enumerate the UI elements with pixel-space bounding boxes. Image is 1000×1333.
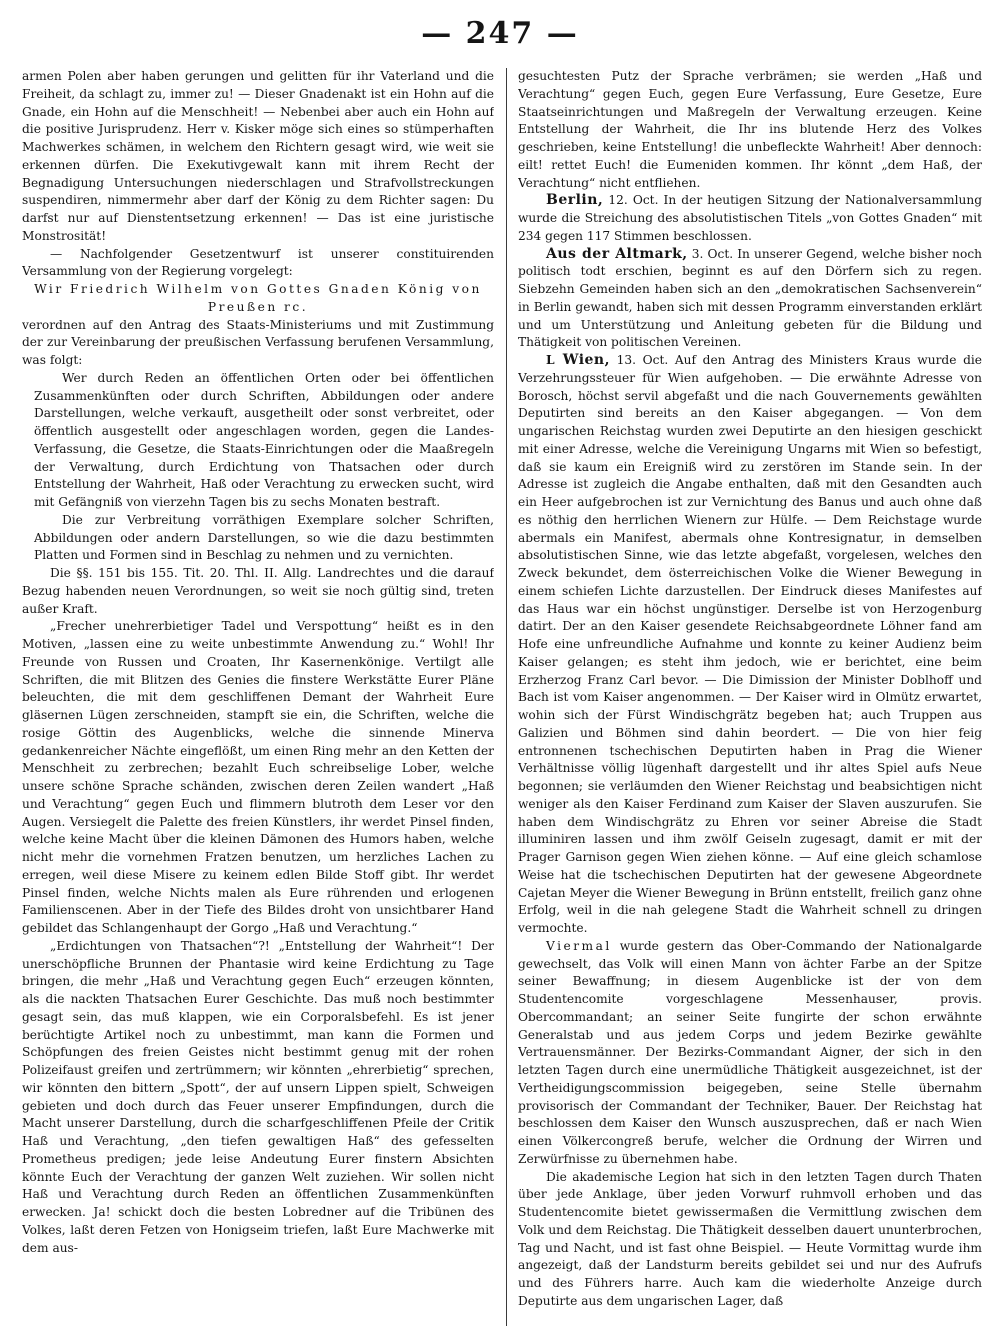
decree-heading: Wir Friedrich Wilhelm von Gottes Gnaden König von Preußen rc.: [34, 282, 482, 314]
dateline: Aus der Altmark,: [546, 245, 688, 262]
date: 3. Oct.: [687, 246, 734, 261]
paragraph: „Frecher unehrerbietiger Tadel und Verspottung“ heißt es in den Motiven, „lassen eine zu weite unbestimmte Anwendung zu.“ Wohl! Ihr Freunde von Russen und Croaten, Ihr Kasernenkönige. Vertilgt alle Schriften, die mit Blitzen des Genies die finstere Werkstätte Eurer Pläne beleuchten, die mit dem geschliffenen Demant der Wahrheit Eure gläsernen Lügen zerschneiden, stampft sie ein, die Schriften, welche die rosige Göttin des Augenblicks, welche die sinnende Minerva gedankenreicher Nächte eingeflößt, um einen Ring mehr an den Ketten der Menschheit zu zerbrechen; bezahlt Euch schreibselige Lober, welche unsere schöne Sprache schänden, zwischen deren Zeilen wandert „Haß und Verachtung“ gegen Euch und flimmern blutroth dem Leser vor den Augen. Versiegelt die Palette des freien Künstlers, ihr werdet Pinsel finden, welche keine Macht über die kleinen Dämonen des Humors haben, welche nicht mehr die vornehmen Fratzen benutzen, um herzliches Lachen zu erregen, weil diese Misere zu keinem edlen Bilde Stoff gibt. Ihr werdet Pinsel finden, welche Nichts malen als Eure rührenden und erlogenen Familienscenen. Aber in der Tiefe des Bildes droht von unsichtbarer Hand gebildet das Schlangenhaupt der Gorgo „Haß und Verachtung.“: [22, 619, 494, 935]
paragraph-text: wurde gestern das Ober-Commando der Nationalgarde gewechselt, das Volk will einen Mann von ächter Farbe an der Spitze seiner Bewaffnung; in diesem Augenblicke ist der von dem Studentencomite vorgeschlagene Messenhauser, provis. Obercommandant; an seiner Seite fungirte der schon erwähnte Generalstab und aus jedem Corps und jedem Bezirke gewählte Vertrauensmänner. Der Bezirks-Commandant Aigner, der sich in den letzten Tagen durch eine unermüdliche Thätigkeit ausgezeichnet, ist der Vertheidigungscommission beigegeben, seine Stelle übernahm provisorisch der Commandant der Techniker, Bauer. Der Reichstag hat beschlossen dem Kaiser den Wunsch auszusprechen, daß er nach Wien einen Völkercongreß berufe, welcher die Ordnung der Wirren und Zerwürfnisse zu übernehmen habe.: [518, 938, 982, 1166]
right-column: [518, 68, 982, 1326]
paragraph: — Nachfolgender Gesetzentwurf ist unserer constituirenden Versammlung von der Regierung vorgelegt:: [22, 246, 494, 279]
news-item-altmark: [518, 246, 982, 353]
paragraph: [518, 938, 982, 1169]
decree-text: Die zur Verbreitung vorräthigen Exemplare solcher Schriften, Abbildungen oder andern Darstellungen, so wie die dazu bestimmten Platten und Formen sind in Beschlag zu nehmen und zu vernichten.: [34, 512, 494, 563]
paragraph: gesuchtesten Putz der Sprache verbrämen; sie werden „Haß und Verachtung“ gegen Euch, gegen Eure Verfassung, Eure Gesetze, Eure Staatseinrichtungen und Maßregeln der Verwaltung erzeugen. Keine Entstellung der Wahrheit, die Ihr ins blutende Herz des Volkes geschrieben, keine Entstellung! die unbefleckte Wahrheit! Aber dennoch: eilt! rettet Euch! die Eumeniden kommen. Ihr könnt „dem Haß, der Verachtung“ nicht entfliehen.: [518, 69, 982, 190]
paragraph: „Erdichtungen von Thatsachen“?! „Entstellung der Wahrheit“! Der unerschöpfliche Brunnen der Phantasie wird keine Erdichtung zu Tage bringen, die mehr „Haß und Verachtung gegen Euch“ erzeugen könnten, als die nackten Thatsachen Eurer Geschichte. Das muß noch bestimmter gesagt sein, das muß klappen, wie ein Corporalsbefehl. Es ist jener berüchtigte Artikel noch zu unbestimmt, man kann die Formen und Schöpfungen des freien Geistes nicht bestimmt genug mit der rohen Polizeifaust greifen und zertrümmern; wir könnten „ehrerbietig“ sprechen, wir könnten den bittern „Spott“, der auf unsern Lippen spielt, Schweigen gebieten und doch durch das Feuer unserer Empfindungen, durch die Macht unserer Darstellung, durch die scharfgeschliffenen Pfeile der Critik Haß und Verachtung, „den tiefen gewaltigen Haß“ des gefesselten Prometheus predigen; jede leise Andeutung Eurer finstern Absichten könnte Euch der Verachtung der ganzen Welt zuziehen. Wir sollen nicht Haß und Verachtung durch Reden an öffentlichen Zusammenkünften erwecken. Ja! schickt doch die besten Lobredner auf die Tribünen des Volkes, laßt deren Fetzen von Honigseim triefen, laßt Eure Machwerke mit dem aus-: [22, 938, 494, 1255]
correspondent-mark: L: [546, 353, 555, 367]
date: 12. Oct.: [603, 193, 659, 208]
paragraph: Die §§. 151 bis 155. Tit. 20. Thl. II. Allg. Landrechtes und die darauf Bezug habenden neuen Verordnungen, so weit sie noch gültig sind, treten außer Kraft.: [22, 566, 494, 616]
dateline: Berlin,: [546, 192, 604, 209]
news-item-berlin: [518, 192, 982, 245]
paragraph: armen Polen aber haben gerungen und gelitten für ihr Vaterland und die Freiheit, da schlagt zu, immer zu! — Dieser Gnadenakt ist ein Hohn auf die Gnade, ein Hohn auf die Menschheit! — Nebenbei aber auch ein Hohn auf die positive Jurisprudenz. Herr v. Kisker möge sich eines so stümperhaften Machwerkes schämen, in welchem den Richtern gesagt wird, wie weit sie erkennen dürfen. Die Exekutivgewalt kann mit ihrem Recht der Begnadigung Untersuchungen niederschlagen und Strafvollstreckungen suspendiren, nimmermehr aber darf der König zu dem Richter sagen: Du darfst nur auf Dienstentsetzung erkennen! — Das ist eine juristische Monstrosität!: [22, 69, 494, 243]
paragraph: Die akademische Legion hat sich in den letzten Tagen durch Thaten über jede Anklage, über jeden Vorwurf ruhmvoll erhoben und das Studentencomite bietet gewissermaßen die Vermittlung zwischen dem Volk und dem Reichstag. Die Thätigkeit desselben dauert ununterbrochen, Tag und Nacht, und ist fast ohne Beispiel. — Heute Vormittag wurde ihm angezeigt, daß der Landsturm bereits gebildet sei und nur des Aufrufs und des Führers harre. Auch kam die wiederholte Anzeige durch Deputirte aus dem ungarischen Lager, daß: [518, 1169, 982, 1308]
news-text: In der heutigen Sitzung der Nationalversammlung wurde die Streichung des absolutistischen Titels „von Gottes Gnaden“ mit 234 gegen 117 Stimmen beschlossen.: [518, 193, 982, 243]
paragraph: verordnen auf den Antrag des Staats-Ministeriums und mit Zustimmung der zur Vereinbarung der preußischen Verfassung berufenen Versammlung, was folgt:: [22, 317, 494, 367]
date: 13. Oct.: [609, 353, 669, 367]
news-item-wien: [518, 352, 982, 938]
decree-text: Wer durch Reden an öffentlichen Orten oder bei öffentlichen Zusammenkünften oder durch Schriften, Abbildungen oder andere Darstellungen, welche verkauft, ausgetheilt oder sonst verbreitet, oder öffentlich ausgestellt oder angeschlagen worden, gegen die Landes-Verfassung, die Gesetze, die Staats-Einrichtungen oder die Maaßregeln der Verwaltung, durch Erdichtung von Thatsachen oder durch Entstellung der Wahrheit, Haß oder Verachtung zu erwecken sucht, wird mit Gefängniß von vierzehn Tagen bis zu sechs Monaten bestraft.: [34, 370, 494, 509]
page-number: — 247 —: [421, 16, 579, 51]
dateline: Wien,: [554, 352, 610, 368]
column-divider: [506, 68, 507, 1326]
news-text: Auf den Antrag des Ministers Kraus wurde die Verzehrungssteuer für Wien aufgehoben. — Die erwähnte Adresse von Borosch, höchst servil abgefaßt und die nach Gouvernements gewählten Deputirten sind bereits an den Kaiser abgegangen. — Von dem ungarischen Reichstag wurden zwei Deputirte an den hiesigen geschickt mit einer Adresse, welche die Vereinigung Ungarns mit Wien so befestigt, daß sie kaum ein Ereigniß wird zu zerstören im Stande sein. In der Adresse ist zugleich die Angabe enthalten, daß mit den Gesandten auch ein Heer aufgebrochen ist zur Vernichtung des Banus und auch ohne daß es nöthig den herrlichen Wienern zur Hülfe. — Dem Reichstage wurde abermals ein Manifest, abermals ohne Kontresignatur, in demselben absolutistischen Sinne, wie das letzte abgefaßt, vorgelesen, welches den Zweck bekundet, dem österreichischen Volke die Wiener Bewegung in einem schiefen Lichte darzustellen. Der Eindruck dieses Manifestes auf das Haus war ein höchst ungünstiger. Derselbe ist von Herzogenburg datirt. Der an den Kaiser gesendete Reichsabgeordnete Löhner fand am Hofe eine unfreundliche Aufnahme und konnte zu keiner Audienz beim Kaiser gelangen; es steht ihm jedoch, wie er berichtet, eine beim Erzherzog Franz Carl bevor. — Die Dimission der Minister Doblhoff und Bach ist vom Kaiser angenommen. — Der Kaiser wird in Olmütz erwartet, wohin sich der Fürst Windischgrätz begeben hat; auch Truppen aus Galizien und Böhmen sind dahin beordert. — Die von hier feig entronnenen tschechischen Deputirten haben in Prag die Wiener Verhältnisse völlig lügenhaft dargestellt und ihr altes Spiel aufs Neue begonnen; sie verläumden den Wiener Reichstag und beabsichtigen nicht weniger als den Kaiser Ferdinand zum Kaiser der Slaven auszurufen. Sie haben dem Windischgrätz zu Ehren vor seiner Abreise die Stadt illuminiren lassen und ihm zwölf Geiseln zugesagt, damit er mit der Prager Garnison gegen Wien ziehen könne. — Auf eine gleich schamlose Weise hat die tschechischen Deputirten hat der gewesene Abgeordnete Cajetan Meyer die Wiener Bewegung in Brünn entstellt, freilich ganz ohne Erfolg, weil in die nah gelegene Stadt die Wahrheit schnell zu dringen vermochte.: [518, 353, 982, 935]
emphasis: Viermal: [546, 938, 612, 953]
left-column: [22, 68, 494, 1326]
news-text: In unserer Gegend, welche bisher noch politisch todt erschien, beginnt es auf den Dörfern sich zu regen. Siebzehn Gemeinden haben sich an den „demokratischen Sachsenverein“ in Berlin gewandt, haben sich mit dessen Programm einverstanden erklärt und um Unterstützung und Anleitung gebeten für die Bildung und Thätigkeit von politischen Vereinen.: [518, 246, 982, 350]
